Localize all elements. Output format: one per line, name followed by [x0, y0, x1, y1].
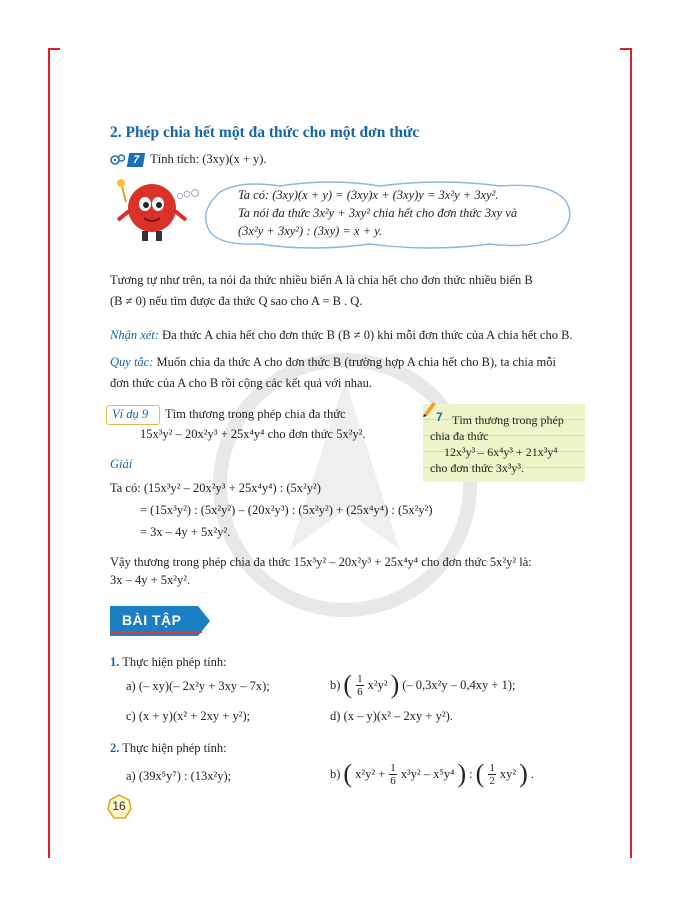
- exercise-1-number: 1.: [110, 655, 120, 669]
- rule-paragraph: [110, 352, 585, 394]
- open-paren: (: [475, 759, 485, 788]
- activity-text: Tính tích: (3xy)(x + y).: [150, 152, 267, 166]
- exercise-2b-term-3: xy²: [499, 767, 517, 781]
- exercise-1-title: [110, 652, 227, 672]
- numerator: 1: [390, 761, 396, 774]
- example-label: Ví dụ 9: [112, 407, 149, 421]
- definition-line-1: Tương tự như trên, ta nói đa thức nhiều biến A là chia hết cho đơn thức nhiều biến B: [110, 273, 533, 287]
- close-paren: ): [457, 759, 467, 788]
- practice-line-4: cho đơn thức 3x³y³.: [430, 461, 525, 475]
- definition-paragraph: [110, 270, 585, 312]
- remark-paragraph: [110, 325, 585, 346]
- exercise-2-text: Thực hiện phép tính:: [122, 741, 227, 755]
- denominator: 6: [390, 774, 396, 787]
- practice-text: [430, 412, 585, 476]
- close-paren: ): [390, 670, 400, 699]
- exercise-2b-term-2: x³y² – x⁵y⁴: [400, 767, 455, 781]
- exercise-2-title: [110, 738, 227, 758]
- denominator: 2: [489, 774, 495, 787]
- activity-line: [110, 152, 267, 167]
- exercise-1b: [330, 670, 516, 700]
- solution-step-2: = (15x³y²) : (5x²y²) – (20x²y³) : (5x²y²) + (25x⁴y⁴) : (5x²y²): [140, 503, 433, 517]
- denominator: 6: [357, 685, 363, 698]
- exercise-1c: c) (x + y)(x² + 2xy + y²);: [126, 709, 251, 723]
- open-paren: (: [343, 759, 353, 788]
- cloud-text: [238, 186, 517, 240]
- remark-text: Đa thức A chia hết cho đơn thức B (B ≠ 0) khi mỗi đơn thức của A chia hết cho B.: [162, 328, 573, 342]
- solution-step-1: Ta có: (15x³y² – 20x²y³ + 25x⁴y⁴) : (5x²y²): [110, 481, 321, 495]
- activity-badge: [110, 153, 144, 167]
- exercise-2-number: 2.: [110, 741, 120, 755]
- frame-right: [630, 48, 632, 858]
- numerator: 1: [489, 761, 495, 774]
- exercise-2b-fraction-1: [389, 762, 397, 787]
- exercise-2b-end: .: [530, 767, 534, 781]
- exercise-1b-rest: (– 0,3x²y – 0,4xy + 1);: [402, 678, 516, 692]
- remark-label: Nhận xét:: [110, 328, 159, 342]
- cloud-line-3: (3x²y + 3xy²) : (3xy) = x + y.: [238, 224, 383, 238]
- exercise-1d: d) (x – y)(x² – 2xy + y²).: [330, 709, 453, 723]
- mascot-icon: [112, 176, 202, 246]
- close-paren: ): [519, 759, 528, 788]
- rule-line-2: đơn thức của A cho B rồi cộng các kết quả với nhau.: [110, 376, 372, 390]
- solution-step-3: = 3x – 4y + 5x²y².: [140, 525, 231, 539]
- exercise-2b-colon: :: [469, 767, 473, 781]
- exercise-2b-term-1: x²y² +: [355, 767, 386, 781]
- frame-top-left: [48, 48, 60, 50]
- frame-left: [48, 48, 50, 858]
- conclusion-line-2: 3x – 4y + 5x²y².: [110, 573, 191, 587]
- exercise-2b: [330, 758, 534, 790]
- exercise-2b-fraction-2: [488, 762, 496, 787]
- exercise-1b-fraction: [356, 673, 364, 698]
- exercise-1-text: Thực hiện phép tính:: [122, 655, 227, 669]
- numerator: 1: [357, 672, 363, 685]
- conclusion-line-1: Vậy thương trong phép chia đa thức 15x³y² – 20x²y³ + 25x⁴y⁴ cho đơn thức 5x²y² là:: [110, 555, 532, 569]
- page-number: 16: [112, 799, 126, 813]
- exercise-2b-label: b): [330, 767, 341, 781]
- rule-line-1: Muốn chia đa thức A cho đơn thức B (trường hợp A chia hết cho B), ta chia mỗi: [156, 355, 556, 369]
- practice-line-2: chia đa thức: [430, 429, 489, 443]
- exercise-2a: a) (39x⁵y⁷) : (13x²y);: [126, 769, 232, 783]
- example-task: Tìm thương trong phép chia đa thức: [165, 407, 346, 421]
- practice-line-1: Tìm thương trong phép: [452, 413, 564, 427]
- practice-number: 7: [436, 410, 443, 424]
- frame-top-right: [620, 48, 632, 50]
- activity-number: 7: [127, 153, 146, 167]
- exercise-1b-mid: x²y²: [367, 678, 388, 692]
- cloud-line-2: Ta nói đa thức 3x²y + 3xy² chia hết cho đơn thức 3xy và: [238, 206, 518, 220]
- exercises-header: BÀI TẬP: [122, 612, 182, 628]
- rule-label: Quy tắc:: [110, 355, 154, 369]
- solution-label: Giải: [110, 457, 133, 471]
- practice-line-3: 12x³y³ – 6x⁴y³ + 21x³y⁴: [444, 445, 558, 459]
- exercise-1b-label: b): [330, 678, 341, 692]
- section-title: 2. Phép chia hết một đa thức cho một đơn thức: [110, 124, 420, 141]
- cloud-line-1: Ta có: (3xy)(x + y) = (3xy)x + (3xy)y = 3x²y + 3xy².: [238, 188, 499, 202]
- example-expression: 15x³y² – 20x²y³ + 25x⁴y⁴ cho đơn thức 5x²y².: [140, 427, 366, 441]
- exercise-1a: a) (– xy)(– 2x²y + 3xy – 7x);: [126, 679, 270, 693]
- gears-icon: [110, 153, 126, 167]
- definition-line-2: (B ≠ 0) nếu tìm được đa thức Q sao cho A = B . Q.: [110, 294, 363, 308]
- open-paren: (: [343, 670, 353, 699]
